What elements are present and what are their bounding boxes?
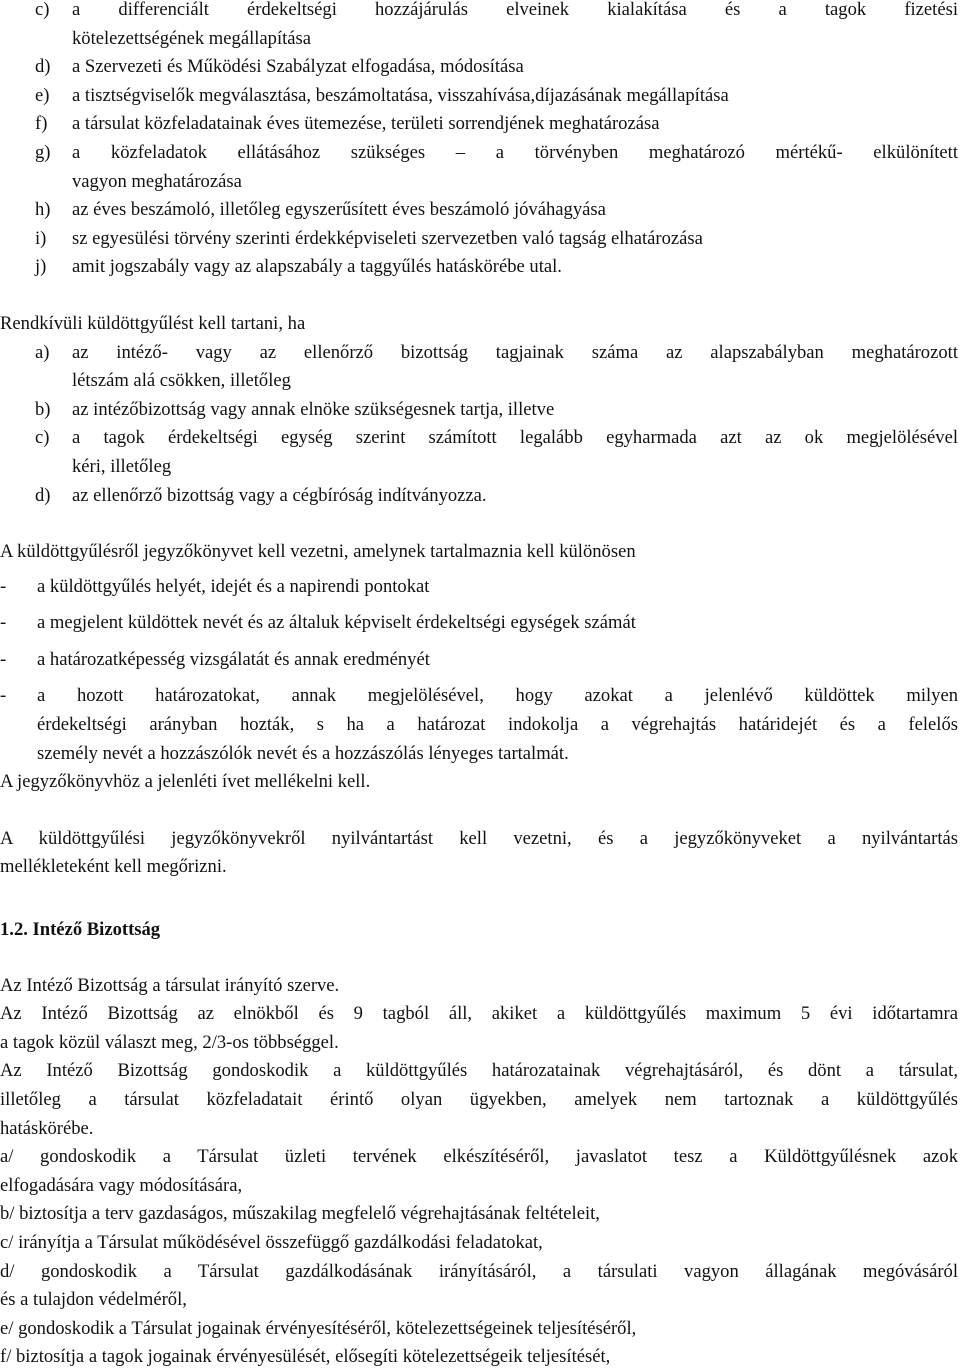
item-text-line: az éves beszámoló, illetőleg egyszerűsített éves beszámoló jóváhagyása	[72, 199, 606, 221]
item-text-line: érdekeltségi arányban hozták, s ha a határozat indokolja a végrehajtás határidejét és a felelős	[37, 714, 958, 736]
minutes-section	[0, 538, 960, 797]
paragraph-line: Az Intéző Bizottság az elnökből és 9 tagból áll, akiket a küldöttgyűlés maximum 5 évi időtartamra	[0, 1003, 958, 1025]
list-item	[0, 225, 960, 254]
paragraph-line: elfogadására vagy módosítására,	[0, 1174, 243, 1196]
extraordinary-meeting-section	[0, 310, 960, 510]
paragraph-line: d/ gondoskodik a Társulat gazdálkodásának irányításáról, a társulati vagyon állagának megóvásáról	[0, 1260, 958, 1282]
list-item	[0, 682, 960, 768]
powers-list	[0, 0, 960, 282]
item-marker: b)	[35, 398, 51, 420]
item-text-line: az ellenőrző bizottság vagy a cégbíróság indítványozza.	[72, 484, 487, 506]
item-text-line: vagyon meghatározása	[72, 170, 242, 192]
paragraph-line: c/ irányítja a Társulat működésével összefüggő gazdálkodási feladatokat,	[0, 1231, 543, 1253]
spacer	[0, 510, 960, 538]
list-item	[0, 0, 960, 53]
paragraph-line: a/ gondoskodik a Társulat üzleti tervének elkészítéséről, javaslatot tesz a Küldöttgyűlésnek azok	[0, 1146, 958, 1168]
paragraph-line: f/ biztosítja a tagok jogainak érvényesülését, elősegíti kötelezettségeik teljesítését,	[0, 1346, 611, 1368]
item-text-line: személy nevét a hozzászólók nevét és a hozzászólás lényeges tartalmát.	[37, 742, 569, 764]
section-intro: Rendkívüli küldöttgyűlést kell tartani, ha	[0, 312, 306, 334]
section-heading: 1.2. Intéző Bizottság	[0, 919, 161, 941]
spacer	[0, 797, 960, 825]
list-item	[0, 646, 960, 675]
paragraph-line: a tagok közül választ meg, 2/3-os többséggel.	[0, 1031, 339, 1053]
paragraph-line: hatáskörébe.	[0, 1117, 94, 1139]
list-item	[0, 196, 960, 225]
committee-body	[0, 972, 960, 1372]
item-marker: a)	[35, 341, 50, 363]
item-text-line: a közfeladatok ellátásához szükséges – a törvényben meghatározó mértékű- elkülönített	[72, 141, 958, 163]
item-marker: d)	[35, 56, 51, 78]
list-item	[0, 609, 960, 638]
item-text-line: amit jogszabály vagy az alapszabály a taggyűlés hatáskörébe utal.	[72, 256, 562, 278]
item-text-line: az intézőbizottság vagy annak elnöke szükségesnek tartja, illetve	[72, 398, 555, 420]
list-item	[0, 53, 960, 82]
section-closing: A jegyzőkönyvhöz a jelenléti ívet mellékelni kell.	[0, 771, 371, 793]
spacer	[0, 945, 960, 972]
item-text-line: kötelezettségének megállapítása	[72, 27, 312, 49]
item-text-line: a tisztségviselők megválasztása, beszámoltatása, visszahívása,díjazásának megállapítása	[72, 84, 729, 106]
paragraph-line: és a tulajdon védelméről,	[0, 1289, 187, 1311]
paragraph-line: Az Intéző Bizottság gondoskodik a küldöttgyűlés határozatainak végrehajtásáról, és dönt a társulat,	[0, 1060, 958, 1082]
item-marker: c)	[35, 427, 50, 449]
list-item	[0, 139, 960, 196]
item-marker: -	[0, 612, 7, 634]
item-text-line: a tagok érdekeltségi egység szerint számított legalább egyharmada azt az ok megjelölésével	[72, 427, 958, 449]
item-text-line: a Szervezeti és Működési Szabályzat elfogadása, módosítása	[72, 56, 524, 78]
item-marker: d)	[35, 484, 51, 506]
list-item	[0, 424, 960, 481]
item-marker: j)	[35, 256, 47, 278]
item-marker: -	[0, 685, 7, 707]
list-item	[0, 482, 960, 511]
list-item	[0, 253, 960, 282]
paragraph-line: Az Intéző Bizottság a társulat irányító szerve.	[0, 974, 340, 996]
item-text-line: a differenciált érdekeltségi hozzájárulás elveinek kialakítása és a tagok fizetési	[72, 0, 958, 20]
item-marker: i)	[35, 227, 47, 249]
item-marker: h)	[35, 199, 51, 221]
records-paragraph	[0, 825, 960, 882]
item-marker: f)	[35, 113, 48, 135]
item-marker: g)	[35, 141, 51, 163]
paragraph-line: A küldöttgyűlési jegyzőkönyvekről nyilvántartást kell vezetni, és a jegyzőkönyveket a nyilvántartás	[0, 827, 958, 849]
item-text-line: a küldöttgyűlés helyét, idejét és a napirendi pontokat	[37, 575, 430, 597]
list-item	[0, 339, 960, 396]
spacer	[0, 282, 960, 310]
paragraph-line: e/ gondoskodik a Társulat jogainak érvényesítéséről, kötelezettségeinek teljesítéséről,	[0, 1317, 637, 1339]
list-item	[0, 573, 960, 602]
paragraph-line: mellékleteként kell megőrizni.	[0, 856, 227, 878]
item-text-line: kéri, illetőleg	[72, 455, 172, 477]
item-text-line: a társulat közfeladatainak éves ütemezése, területi sorrendjének meghatározása	[72, 113, 660, 135]
item-text-line: a hozott határozatokat, annak megjelölésével, hogy azokat a jelenlévő küldöttek milyen	[37, 685, 958, 707]
list-item	[0, 396, 960, 425]
item-marker: -	[0, 575, 7, 597]
paragraph-line: b/ biztosítja a terv gazdaságos, műszakilag megfelelő végrehajtásának feltételeit,	[0, 1203, 600, 1225]
item-text-line: sz egyesülési törvény szerinti érdekképviseleti szervezetben való tagság elhatározása	[72, 227, 703, 249]
item-marker: e)	[35, 84, 50, 106]
item-marker: -	[0, 648, 7, 670]
list-item	[0, 110, 960, 139]
item-marker: c)	[35, 0, 50, 20]
spacer	[0, 882, 960, 916]
item-text-line: az intéző- vagy az ellenőrző bizottság tagjainak száma az alapszabályban meghatározott	[72, 341, 958, 363]
item-text-line: létszám alá csökken, illetőleg	[72, 370, 291, 392]
item-text-line: a határozatképesség vizsgálatát és annak eredményét	[37, 648, 430, 670]
section-intro: A küldöttgyűlésről jegyzőkönyvet kell vezetni, amelynek tartalmaznia kell különösen	[0, 541, 636, 563]
list-item	[0, 82, 960, 111]
item-text-line: a megjelent küldöttek nevét és az általuk képviselt érdekeltségi egységek számát	[37, 612, 636, 634]
paragraph-line: illetőleg a társulat közfeladatait érintő olyan ügyekben, amelyek nem tartoznak a küldöttgyűlés	[0, 1089, 958, 1110]
